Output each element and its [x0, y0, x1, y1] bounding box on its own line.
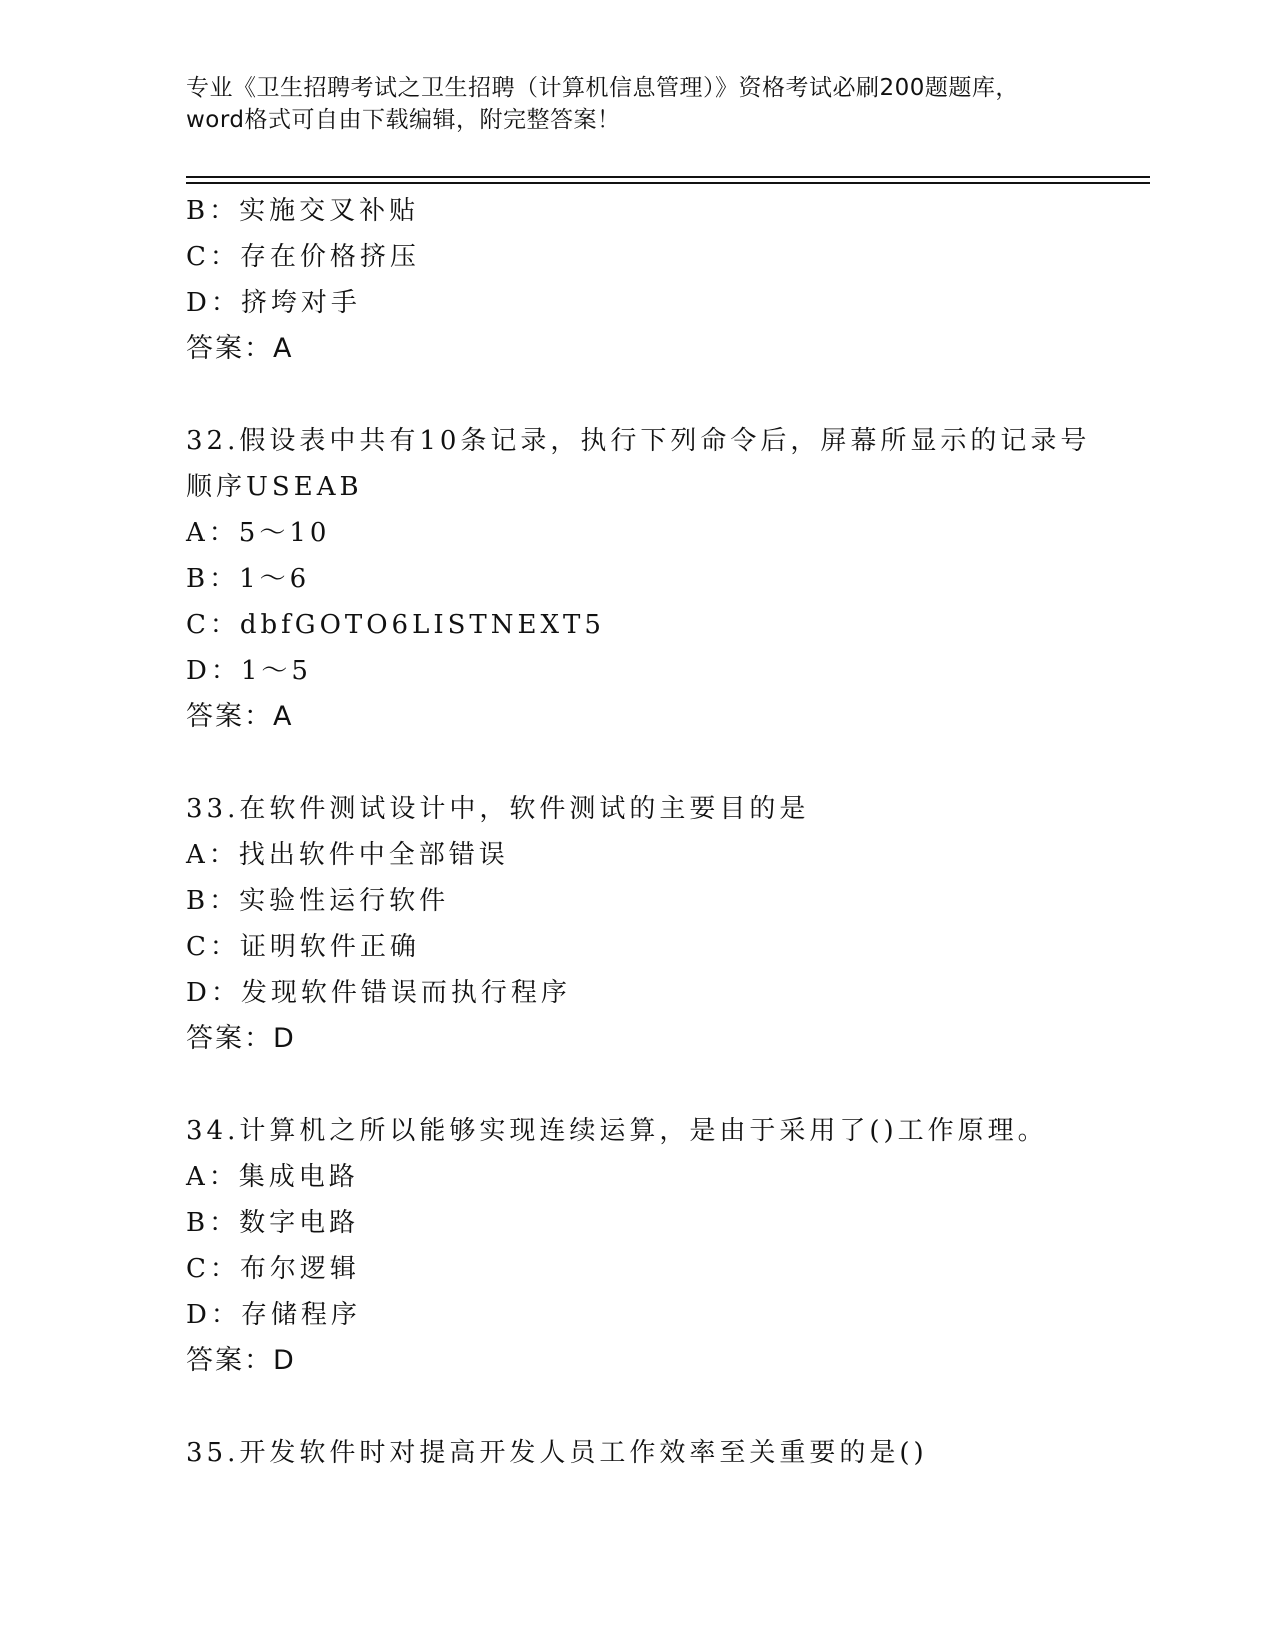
option-b: B：数字电路 [186, 1208, 360, 1238]
header-title-line-2: word格式可自由下载编辑，附完整答案！ [186, 107, 621, 133]
option-d: D：挤垮对手 [186, 288, 361, 318]
header-title-line-1: 专业《卫生招聘考试之卫生招聘（计算机信息管理）》资格考试必刷200题题库， [186, 75, 1019, 101]
answer-line: 答案：A [186, 333, 294, 364]
option-c: C：存在价格挤压 [186, 242, 420, 272]
answer-line: 答案：D [186, 1023, 296, 1054]
header-divider-bottom [186, 182, 1150, 184]
spacer [186, 1062, 1086, 1108]
answer-line: 答案：A [186, 701, 294, 732]
option-c: C：布尔逻辑 [186, 1254, 360, 1284]
question-33 [186, 786, 1086, 1062]
question-35 [186, 1430, 1086, 1476]
question-31-partial [186, 188, 1086, 372]
option-b: B：实施交叉补贴 [186, 196, 420, 226]
option-d: D：存储程序 [186, 1300, 361, 1330]
question-stem-continued: 顺序USEAB [186, 472, 363, 502]
option-b: B：实验性运行软件 [186, 886, 450, 916]
option-a: A：找出软件中全部错误 [186, 840, 509, 870]
question-stem: 32.假设表中共有10条记录，执行下列命令后，屏幕所显示的记录号 [186, 426, 1091, 456]
question-stem: 33.在软件测试设计中，软件测试的主要目的是 [186, 794, 810, 824]
spacer [186, 372, 1086, 418]
option-a: A：集成电路 [186, 1162, 359, 1192]
question-stem: 35.开发软件时对提高开发人员工作效率至关重要的是() [186, 1438, 928, 1468]
answer-line: 答案：D [186, 1345, 296, 1376]
option-d: D：发现软件错误而执行程序 [186, 978, 571, 1008]
option-b: B：1～6 [186, 564, 311, 594]
document-header [186, 72, 1086, 136]
question-stem: 34.计算机之所以能够实现连续运算，是由于采用了()工作原理。 [186, 1116, 1048, 1146]
question-32 [186, 418, 1091, 740]
header-divider-top [186, 176, 1150, 178]
spacer [186, 740, 1086, 786]
question-list [186, 188, 1091, 1476]
option-a: A：5～10 [186, 518, 331, 548]
spacer [186, 1384, 1086, 1430]
option-c: C：dbfGOTO6LISTNEXT5 [186, 610, 605, 640]
option-d: D：1～5 [186, 656, 312, 686]
option-c: C：证明软件正确 [186, 932, 420, 962]
question-34 [186, 1108, 1086, 1384]
